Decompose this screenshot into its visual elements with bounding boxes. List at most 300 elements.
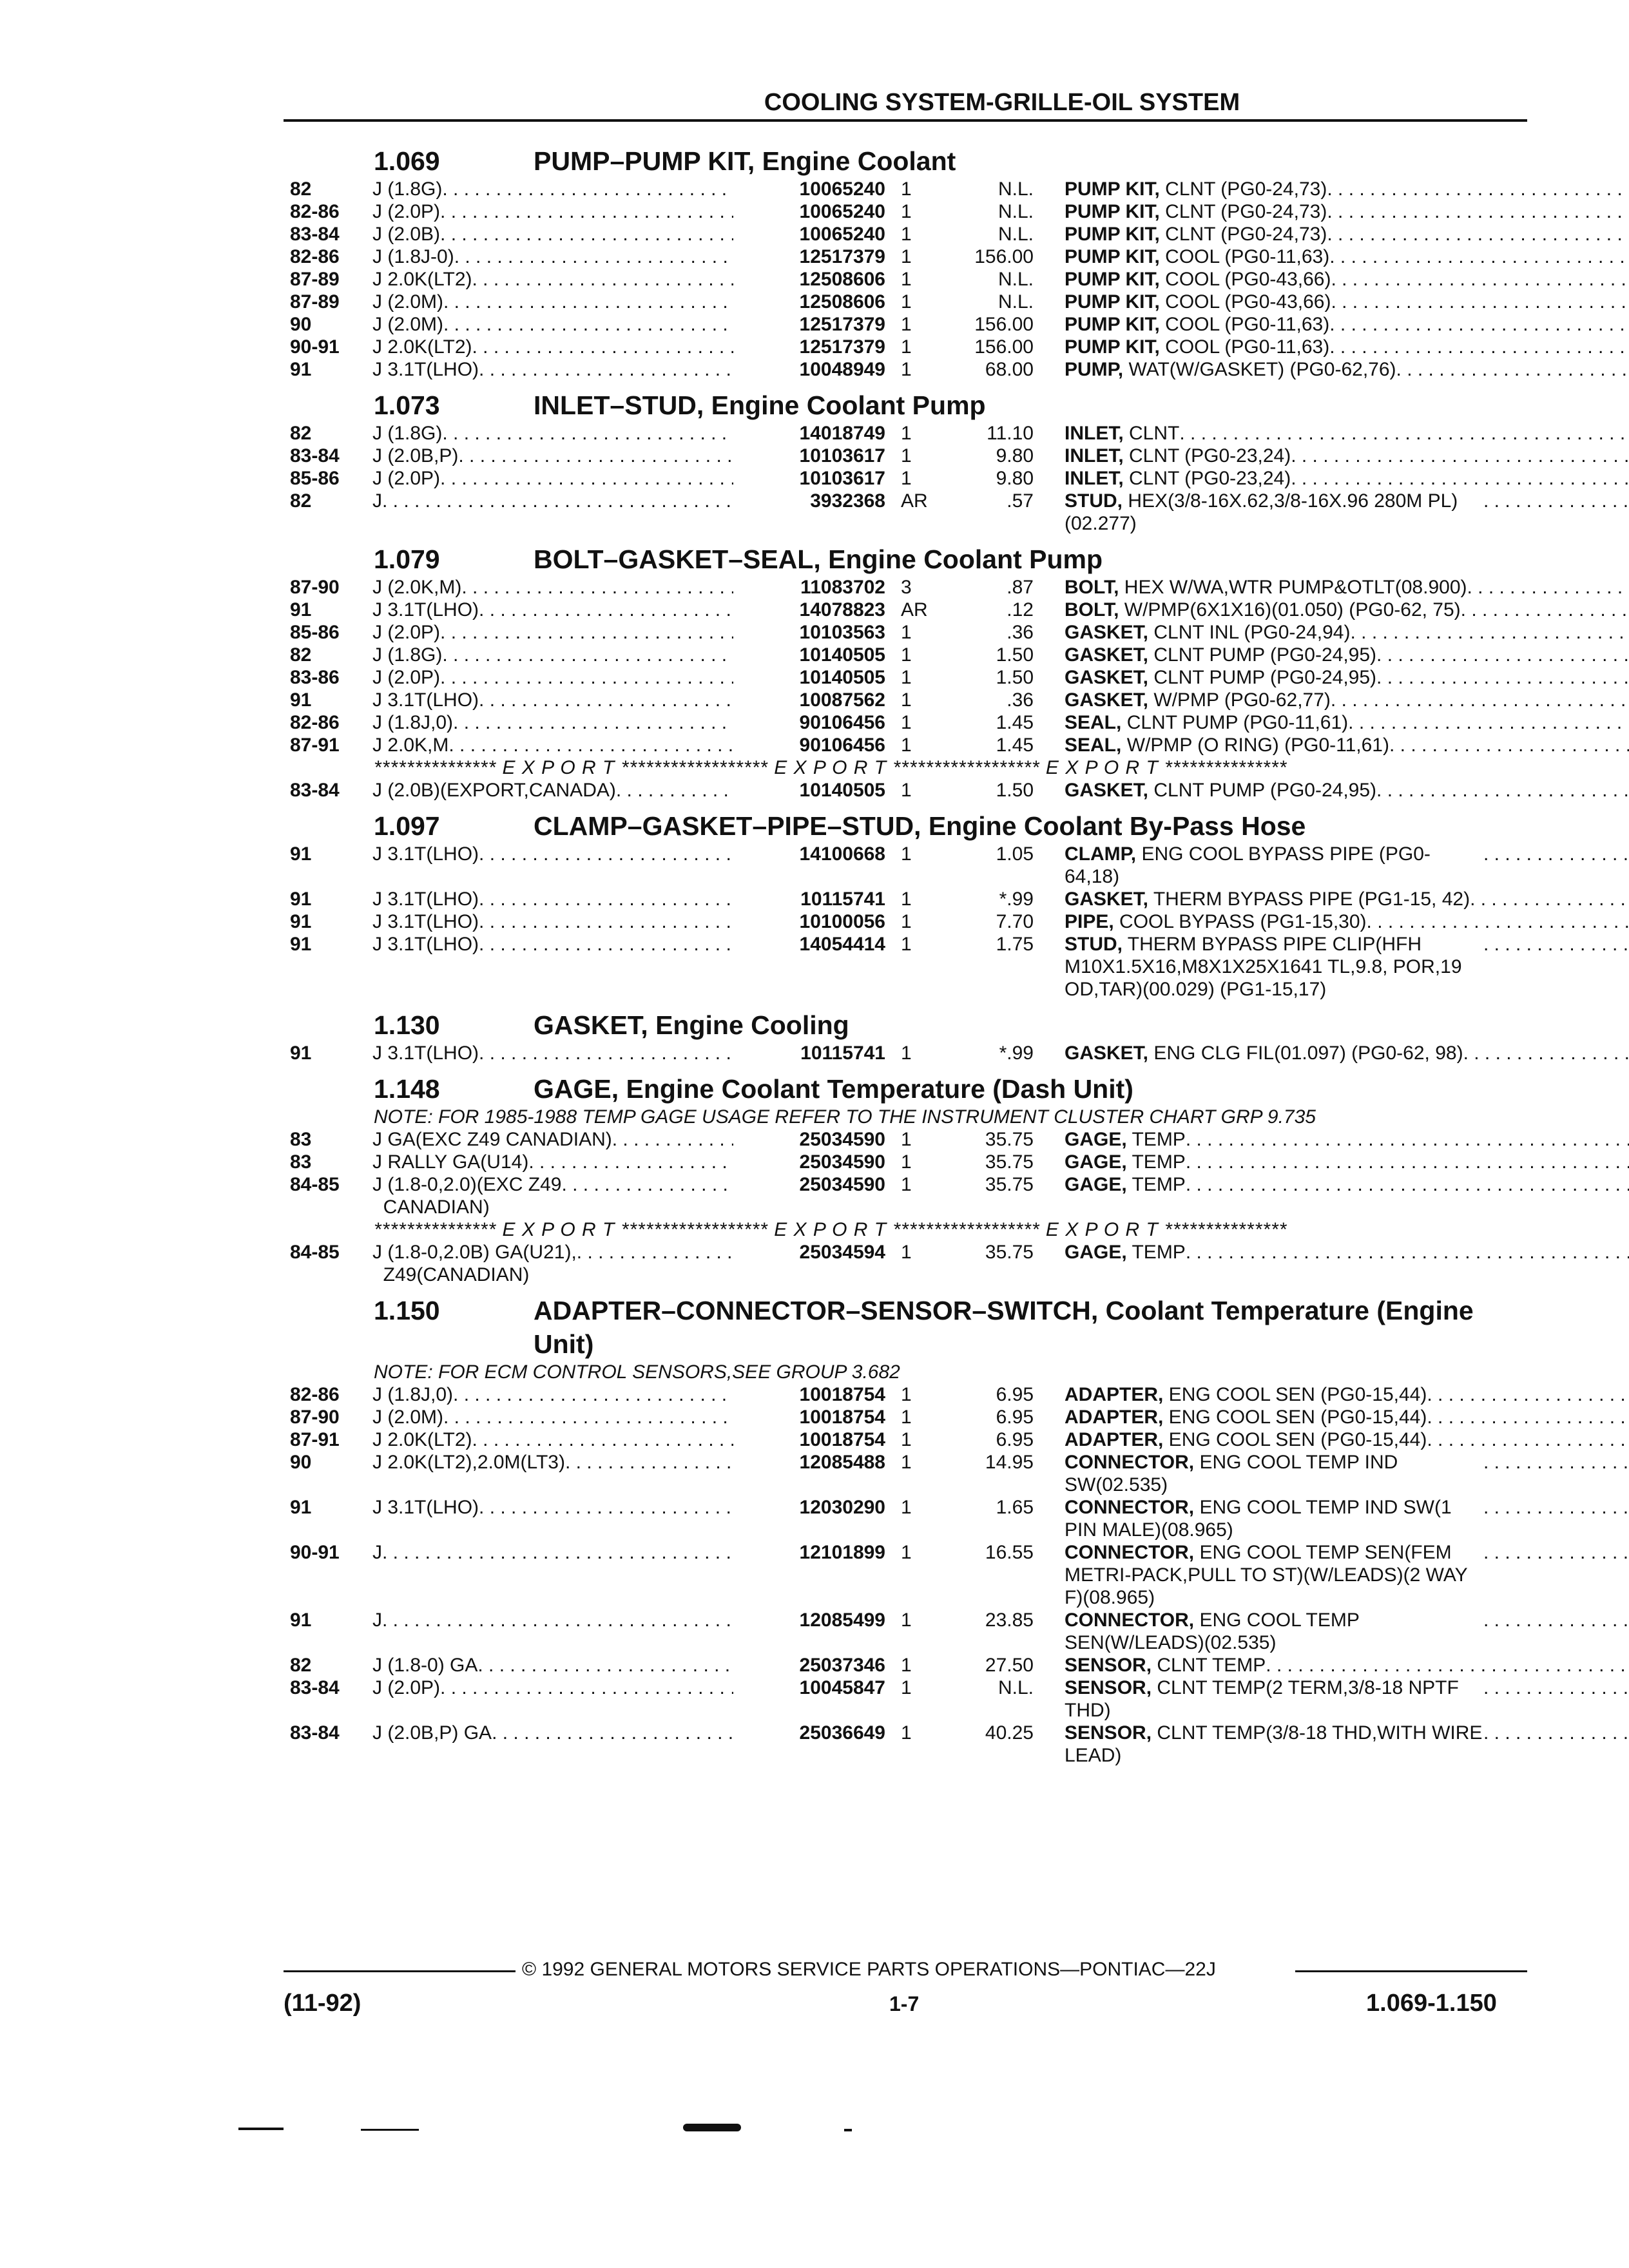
- model-years: 91: [290, 843, 312, 865]
- part-number: 12030290: [799, 1497, 885, 1518]
- application-text: J GA(EXC Z49 CANADIAN): [372, 1129, 612, 1150]
- leader-dots: [1367, 910, 1629, 933]
- parts-row: [290, 223, 1527, 245]
- parts-row: [290, 1722, 1527, 1767]
- leader-dots: [1483, 1541, 1629, 1609]
- application-text: J 3.1T(LHO): [372, 843, 479, 865]
- application-text: J (2.0P): [372, 201, 441, 222]
- quantity: 1: [901, 423, 912, 444]
- leader-dots: [1483, 490, 1629, 535]
- description-text: [1065, 490, 1483, 535]
- part-detail: W/PMP(6X1X16)(01.050) (PG0-62, 75): [1119, 599, 1461, 620]
- part-name: ADAPTER,: [1065, 1384, 1164, 1405]
- part-number: 14018749: [799, 423, 885, 444]
- leader-dots: [448, 734, 733, 756]
- leader-dots: [443, 291, 733, 313]
- parts-row: [290, 779, 1527, 802]
- leader-dots: [443, 313, 733, 336]
- part-name: PUMP,: [1065, 359, 1124, 380]
- quantity: 1: [901, 1242, 912, 1263]
- part-name: SEAL,: [1065, 735, 1122, 756]
- application-text: J (1.8-0,2.0B) GA(U21), Z49(CANADIAN): [372, 1242, 577, 1285]
- application: [372, 1541, 733, 1609]
- description: [1034, 1406, 1629, 1428]
- description-text: [1065, 576, 1467, 599]
- leader-dots: [1327, 178, 1629, 200]
- parts-row: [290, 621, 1527, 644]
- model-years: 90-91: [290, 336, 340, 358]
- leader-dots: [461, 576, 733, 599]
- part-detail: ENG CLG FIL(01.097) (PG0-62, 98): [1148, 1043, 1463, 1064]
- scan-artifact: [683, 2124, 741, 2131]
- part-number: 10065240: [799, 178, 885, 200]
- export-divider: *************** E X P O R T ****************** E X P O R T ****************** E X P O R T ***************: [374, 1219, 1287, 1240]
- parts-row: [290, 268, 1527, 291]
- description: [1034, 1496, 1629, 1541]
- leader-dots: [1427, 1406, 1629, 1428]
- part-number: 10065240: [799, 201, 885, 222]
- part-name: PUMP KIT,: [1065, 201, 1160, 222]
- model-years: 83-84: [290, 445, 340, 466]
- quantity: 3: [901, 577, 912, 598]
- leader-dots: [477, 1654, 733, 1677]
- price: 1.65: [996, 1497, 1034, 1518]
- model-years: 83-84: [290, 224, 340, 245]
- quantity: 1: [901, 1722, 912, 1744]
- parts-row: [290, 734, 1527, 756]
- application-text: J (2.0P): [372, 622, 441, 643]
- part-number: 25034594: [799, 1242, 885, 1263]
- application: [372, 1654, 733, 1677]
- section-title: BOLT–GASKET–SEAL, Engine Coolant Pump: [534, 544, 1103, 574]
- part-name: GAGE,: [1065, 1242, 1127, 1263]
- application: [372, 576, 733, 599]
- application: [372, 1173, 733, 1218]
- description-text: [1065, 291, 1331, 313]
- description-text: [1065, 1128, 1186, 1151]
- parts-row: [290, 1541, 1527, 1609]
- parts-row: [290, 490, 1527, 535]
- application-text: J 3.1T(LHO): [372, 934, 479, 955]
- application-text: J (2.0M): [372, 1407, 444, 1428]
- quantity: 1: [901, 889, 912, 910]
- price: .36: [1007, 622, 1034, 643]
- description: [1034, 1428, 1629, 1451]
- description: [1034, 200, 1629, 223]
- parts-row: [290, 666, 1527, 689]
- part-name: CLAMP,: [1065, 843, 1137, 865]
- description-text: [1065, 621, 1350, 644]
- description: [1034, 910, 1629, 933]
- part-detail: COOL (PG0-11,63): [1159, 314, 1330, 335]
- application: [372, 1383, 733, 1406]
- parts-row: [290, 1406, 1527, 1428]
- application-text: J (1.8J-0): [372, 246, 454, 267]
- price: *.99: [999, 1043, 1034, 1064]
- description: [1034, 1677, 1629, 1722]
- application-text: J: [372, 1610, 382, 1631]
- application: [372, 1128, 733, 1151]
- leader-dots: [472, 336, 734, 358]
- application: [372, 888, 733, 910]
- leader-dots: [453, 711, 733, 734]
- description-text: [1065, 1042, 1463, 1064]
- price: 35.75: [985, 1129, 1034, 1150]
- application: [372, 200, 733, 223]
- model-years: 87-89: [290, 291, 340, 312]
- description: [1034, 933, 1629, 1001]
- application-text: J: [372, 490, 382, 512]
- description: [1034, 843, 1629, 888]
- part-name: PUMP KIT,: [1065, 291, 1160, 312]
- description-text: [1065, 1677, 1483, 1722]
- description: [1034, 291, 1629, 313]
- leader-dots: [1329, 313, 1629, 336]
- application-text: J (2.0K,M): [372, 577, 462, 598]
- parts-row: [290, 291, 1527, 313]
- model-years: 82: [290, 644, 312, 666]
- part-name: GASKET,: [1065, 689, 1149, 711]
- application-text: J (2.0B)(EXPORT,CANADA): [372, 780, 616, 801]
- part-number: 12508606: [799, 269, 885, 290]
- price: N.L.: [998, 224, 1034, 245]
- application: [372, 268, 733, 291]
- price: 40.25: [985, 1722, 1034, 1744]
- leader-dots: [440, 666, 733, 689]
- model-years: 82: [290, 423, 312, 444]
- description: [1034, 490, 1629, 535]
- part-number: 10087562: [799, 689, 885, 711]
- leader-dots: [561, 1173, 733, 1218]
- description: [1034, 1451, 1629, 1496]
- application: [372, 467, 733, 490]
- description: [1034, 268, 1629, 291]
- section-title: GAGE, Engine Coolant Temperature (Dash Unit): [534, 1074, 1133, 1104]
- application: [372, 445, 733, 467]
- application: [372, 1428, 733, 1451]
- model-years: 83: [290, 1151, 312, 1173]
- application: [372, 178, 733, 200]
- quantity: 1: [901, 712, 912, 733]
- parts-row: [290, 843, 1527, 888]
- part-name: GASKET,: [1065, 889, 1149, 910]
- part-number: 12101899: [799, 1542, 885, 1563]
- quantity: 1: [901, 911, 912, 932]
- price: 7.70: [996, 911, 1034, 932]
- quantity: 1: [901, 445, 912, 466]
- quantity: 1: [901, 359, 912, 380]
- parts-row: [290, 1042, 1527, 1064]
- leader-dots: [440, 200, 733, 223]
- parts-row: [290, 245, 1527, 268]
- leader-dots: [1291, 445, 1629, 467]
- catalog-section: [290, 1072, 1527, 1286]
- application-text: J 3.1T(LHO): [372, 911, 479, 932]
- application-text: J (2.0B): [372, 224, 441, 245]
- section-number: 1.148: [374, 1074, 440, 1104]
- part-number: 12517379: [799, 246, 885, 267]
- description: [1034, 1241, 1629, 1286]
- description-text: [1065, 1241, 1186, 1286]
- parts-row: [290, 1496, 1527, 1541]
- quantity: 1: [901, 468, 912, 489]
- quantity: 1: [901, 1677, 912, 1698]
- model-years: 87-91: [290, 735, 340, 756]
- description-text: [1065, 223, 1327, 245]
- quantity: 1: [901, 1497, 912, 1518]
- application: [372, 223, 733, 245]
- part-name: SENSOR,: [1065, 1677, 1152, 1698]
- leader-dots: [1376, 666, 1629, 689]
- description-text: [1065, 599, 1461, 621]
- part-name: ADAPTER,: [1065, 1407, 1164, 1428]
- model-years: 83: [290, 1129, 312, 1150]
- model-years: 91: [290, 1497, 312, 1518]
- part-name: GAGE,: [1065, 1174, 1127, 1195]
- application-text: J (1.8G): [372, 423, 443, 444]
- part-name: STUD,: [1065, 490, 1123, 512]
- application-text: J 2.0K(LT2): [372, 269, 472, 290]
- application-text: J (1.8G): [372, 644, 443, 666]
- part-detail: TEMP: [1126, 1242, 1186, 1263]
- price: 6.95: [996, 1384, 1034, 1405]
- part-number: 25034590: [799, 1174, 885, 1195]
- part-number: 10103617: [799, 468, 885, 489]
- parts-row: [290, 1654, 1527, 1677]
- section-heading: [290, 1072, 1527, 1106]
- quantity: 1: [901, 735, 912, 756]
- application-text: J (1.8J,0): [372, 1384, 454, 1405]
- leader-dots: [1327, 200, 1629, 223]
- application: [372, 291, 733, 313]
- leader-dots: [565, 1451, 733, 1496]
- price: .87: [1007, 577, 1034, 598]
- leader-dots: [479, 888, 733, 910]
- copyright-text: © 1992 GENERAL MOTORS SERVICE PARTS OPERATIONS—PONTIAC—22J: [522, 1959, 1216, 1980]
- part-number: 25037346: [799, 1655, 885, 1676]
- model-years: 82-86: [290, 712, 340, 733]
- description: [1034, 1151, 1629, 1173]
- leader-dots: [382, 1609, 733, 1654]
- part-detail: ENG COOL SEN (PG0-15,44): [1163, 1407, 1427, 1428]
- quantity: 1: [901, 1129, 912, 1150]
- parts-row: [290, 1428, 1527, 1451]
- part-name: SENSOR,: [1065, 1655, 1152, 1676]
- section-number: 1.079: [374, 544, 440, 574]
- leader-dots: [1483, 933, 1629, 1001]
- parts-row: [290, 689, 1527, 711]
- parts-row: [290, 576, 1527, 599]
- application: [372, 843, 733, 888]
- description: [1034, 178, 1629, 200]
- quantity: 1: [901, 178, 912, 200]
- price: N.L.: [998, 178, 1034, 200]
- model-years: 85-86: [290, 622, 340, 643]
- quantity: 1: [901, 934, 912, 955]
- export-divider: *************** E X P O R T ****************** E X P O R T ****************** E X P O R T ***************: [374, 757, 1287, 778]
- parts-row: [290, 1151, 1527, 1173]
- leader-dots: [1331, 689, 1629, 711]
- parts-row: [290, 178, 1527, 200]
- part-detail: THERM BYPASS PIPE (PG1-15, 42): [1148, 889, 1470, 910]
- model-years: 91: [290, 911, 312, 932]
- description: [1034, 576, 1629, 599]
- quantity: 1: [901, 1429, 912, 1450]
- quantity: 1: [901, 1384, 912, 1405]
- leader-dots: [479, 1042, 733, 1064]
- part-name: SEAL,: [1065, 712, 1122, 733]
- quantity: 1: [901, 246, 912, 267]
- part-name: GASKET,: [1065, 780, 1149, 801]
- price: 1.50: [996, 644, 1034, 666]
- leader-dots: [479, 910, 733, 933]
- quantity: 1: [901, 224, 912, 245]
- description-text: [1065, 200, 1327, 223]
- quantity: 1: [901, 689, 912, 711]
- price: 156.00: [974, 314, 1034, 335]
- application-text: J (2.0B,P) GA: [372, 1722, 492, 1744]
- application: [372, 711, 733, 734]
- description-text: [1065, 1406, 1427, 1428]
- application-text: J 2.0K,M: [372, 735, 449, 756]
- description-text: [1065, 779, 1376, 802]
- model-years: 91: [290, 1043, 312, 1064]
- section-number: 1.097: [374, 811, 440, 841]
- scan-artifact: [844, 2129, 852, 2131]
- price: 35.75: [985, 1151, 1034, 1173]
- part-name: INLET,: [1065, 423, 1124, 444]
- footer-rule-right: [1295, 1970, 1527, 1972]
- description: [1034, 358, 1629, 381]
- model-years: 83-84: [290, 1677, 340, 1698]
- part-name: BOLT,: [1065, 577, 1119, 598]
- part-detail: CLNT TEMP(2 TERM,3/8-18 NPTF THD): [1065, 1677, 1459, 1721]
- leader-dots: [458, 445, 733, 467]
- description: [1034, 888, 1629, 910]
- part-name: PUMP KIT,: [1065, 224, 1160, 245]
- parts-row: [290, 711, 1527, 734]
- part-detail: WAT(W/GASKET) (PG0-62,76): [1123, 359, 1396, 380]
- description-text: [1065, 336, 1329, 358]
- part-detail: ENG COOL SEN (PG0-15,44): [1163, 1429, 1427, 1450]
- description-text: [1065, 843, 1483, 888]
- section-heading: [290, 1294, 1527, 1361]
- model-years: 91: [290, 1610, 312, 1631]
- part-detail: CLNT (PG0-24,73): [1159, 224, 1327, 245]
- application: [372, 1609, 733, 1654]
- leader-dots: [1186, 1173, 1629, 1218]
- part-detail: CLNT TEMP: [1152, 1655, 1266, 1676]
- description: [1034, 1383, 1629, 1406]
- application-text: J (1.8J,0): [372, 712, 454, 733]
- parts-row: [290, 1451, 1527, 1496]
- part-detail: ENG COOL TEMP IND SW(02.535): [1065, 1452, 1398, 1495]
- price: 6.95: [996, 1407, 1034, 1428]
- application-text: J 3.1T(LHO): [372, 359, 479, 380]
- application-text: J 3.1T(LHO): [372, 889, 479, 910]
- part-number: 10103617: [799, 445, 885, 466]
- parts-row: [290, 200, 1527, 223]
- section-number: 1.073: [374, 390, 440, 420]
- application-text: J (1.8-0,2.0)(EXC Z49 CANADIAN): [372, 1174, 562, 1218]
- price: 1.50: [996, 780, 1034, 801]
- price: 9.80: [996, 445, 1034, 466]
- scan-artifact: [238, 2128, 284, 2130]
- page-number: 1-7: [889, 1992, 920, 2015]
- application: [372, 245, 733, 268]
- leader-dots: [1350, 621, 1629, 644]
- application: [372, 779, 733, 802]
- quantity: 1: [901, 644, 912, 666]
- application-text: J (2.0B,P): [372, 445, 459, 466]
- description-text: [1065, 422, 1179, 445]
- section-number: 1.150: [374, 1296, 440, 1325]
- part-detail: COOL (PG0-11,63): [1159, 336, 1330, 358]
- leader-dots: [1483, 1609, 1629, 1654]
- model-years: 85-86: [290, 468, 340, 489]
- part-number: 14078823: [799, 599, 885, 620]
- application-text: J 3.1T(LHO): [372, 1043, 479, 1064]
- description-text: [1065, 734, 1389, 756]
- leader-dots: [1483, 1677, 1629, 1722]
- leader-dots: [440, 621, 733, 644]
- description-text: [1065, 888, 1470, 910]
- parts-row: [290, 445, 1527, 467]
- parts-row: [290, 910, 1527, 933]
- description: [1034, 1722, 1629, 1767]
- group-range: 1.069-1.150: [1366, 1990, 1497, 2017]
- description: [1034, 689, 1629, 711]
- model-years: 87-90: [290, 577, 340, 598]
- description: [1034, 734, 1629, 756]
- leader-dots: [454, 245, 733, 268]
- section-title: GASKET, Engine Cooling: [534, 1010, 849, 1040]
- leader-dots: [1376, 644, 1629, 666]
- section-number: 1.069: [374, 146, 440, 176]
- leader-dots: [1266, 1654, 1629, 1677]
- part-detail: COOL (PG0-43,66): [1159, 269, 1331, 290]
- part-name: CONNECTOR,: [1065, 1542, 1195, 1563]
- price: 156.00: [974, 336, 1034, 358]
- price: N.L.: [998, 1677, 1034, 1698]
- application: [372, 336, 733, 358]
- model-years: 82-86: [290, 201, 340, 222]
- application-text: J (2.0P): [372, 667, 441, 688]
- part-detail: CLNT (PG0-24,73): [1159, 178, 1327, 200]
- description-text: [1065, 1609, 1483, 1654]
- part-detail: CLNT (PG0-23,24): [1123, 468, 1291, 489]
- part-name: GASKET,: [1065, 622, 1149, 643]
- price: 35.75: [985, 1174, 1034, 1195]
- leader-dots: [479, 933, 733, 1001]
- part-number: 25034590: [799, 1129, 885, 1150]
- section-heading: [290, 809, 1527, 843]
- quantity: 1: [901, 667, 912, 688]
- application-text: J (2.0P): [372, 468, 441, 489]
- price: .36: [1007, 689, 1034, 711]
- part-name: CONNECTOR,: [1065, 1452, 1195, 1473]
- application: [372, 689, 733, 711]
- leader-dots: [479, 689, 733, 711]
- leader-dots: [1483, 1722, 1629, 1767]
- part-detail: COOL (PG0-11,63): [1159, 246, 1330, 267]
- model-years: 91: [290, 934, 312, 955]
- description: [1034, 313, 1629, 336]
- price: 35.75: [985, 1242, 1034, 1263]
- leader-dots: [1467, 576, 1629, 599]
- price: 1.75: [996, 934, 1034, 955]
- model-years: 91: [290, 889, 312, 910]
